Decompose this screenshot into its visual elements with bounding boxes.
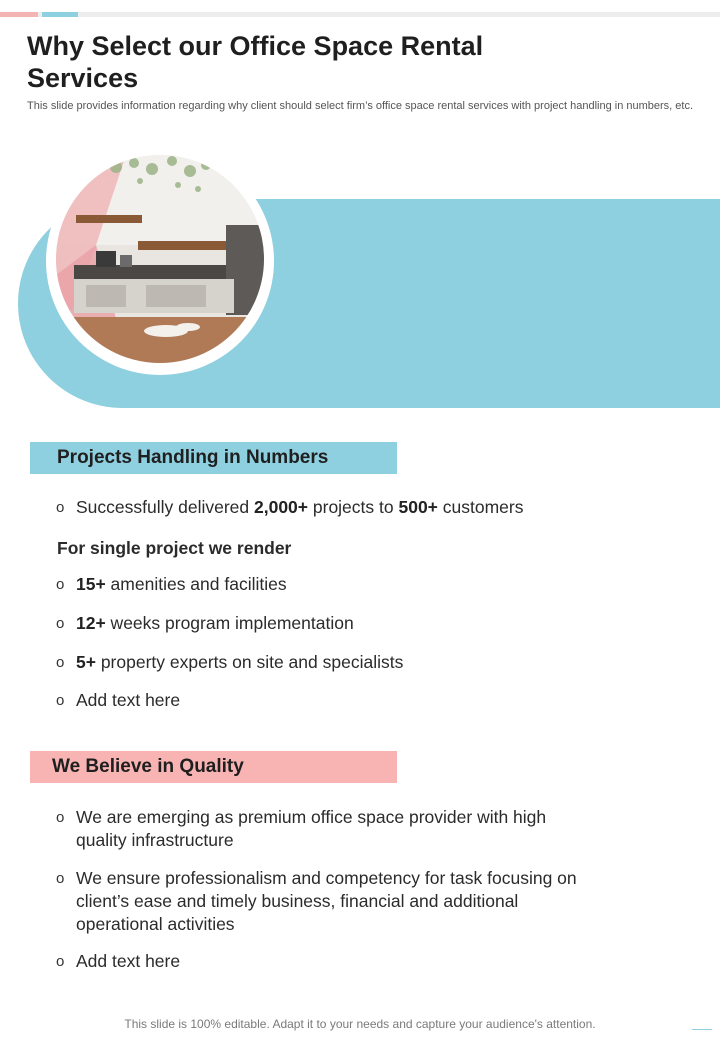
office-kitchen-photo — [56, 155, 264, 363]
bullet-icon: o — [56, 499, 65, 516]
placeholder-text: Add text here — [76, 690, 181, 710]
bullet-icon: o — [56, 615, 65, 632]
delivered-prefix: Successfully delivered — [76, 497, 254, 517]
item-text: property experts on site and specialists — [95, 652, 404, 672]
list-item — [56, 689, 616, 712]
list-item — [56, 496, 616, 519]
delivered-suffix: customers — [437, 497, 524, 517]
delivered-middle: projects to — [308, 497, 399, 517]
item-text: weeks program implementation — [105, 613, 354, 633]
projects-section-heading: Projects Handling in Numbers — [30, 442, 397, 474]
page-subtitle: This slide provides information regarding why client should select firm’s office space rental services with project handling in numbers, etc. — [27, 100, 694, 112]
item-value: 12+ — [76, 613, 106, 633]
quality-section-heading: We Believe in Quality — [30, 751, 397, 783]
delivered-customers-count: 500+ — [398, 497, 438, 517]
bullet-icon: o — [56, 576, 65, 593]
bullet-icon: o — [56, 870, 65, 887]
bullet-icon: o — [56, 654, 65, 671]
list-item — [56, 573, 616, 596]
footer-note: This slide is 100% editable. Adapt it to your needs and capture your audience's attention. — [124, 1017, 596, 1031]
top-accent-blue — [42, 12, 78, 17]
placeholder-text: Add text here — [76, 951, 181, 971]
bullet-icon: o — [56, 953, 65, 970]
item-value: 5+ — [76, 652, 96, 672]
list-item — [56, 651, 616, 674]
delivered-projects-count: 2,000+ — [254, 497, 309, 517]
item-value: 15+ — [76, 574, 106, 594]
page-title: Why Select our Office Space Rental Services — [27, 31, 484, 93]
footer-accent-line — [692, 1029, 712, 1030]
top-accent-bar — [0, 12, 720, 17]
top-accent-pink — [0, 12, 38, 17]
bullet-icon: o — [56, 692, 65, 709]
list-item — [56, 950, 596, 973]
render-subheading: For single project we render — [57, 538, 292, 558]
list-item — [56, 867, 596, 936]
quality-item-text: We ensure professionalism and competency for task focusing on client’s ease and timely business, financial and additional operational activities — [76, 868, 577, 934]
item-text: amenities and facilities — [105, 574, 287, 594]
list-item — [56, 806, 596, 852]
list-item — [56, 612, 616, 635]
office-kitchen-illustration — [56, 155, 264, 363]
bullet-icon: o — [56, 809, 65, 826]
quality-item-text: We are emerging as premium office space provider with high quality infrastructure — [76, 807, 547, 850]
